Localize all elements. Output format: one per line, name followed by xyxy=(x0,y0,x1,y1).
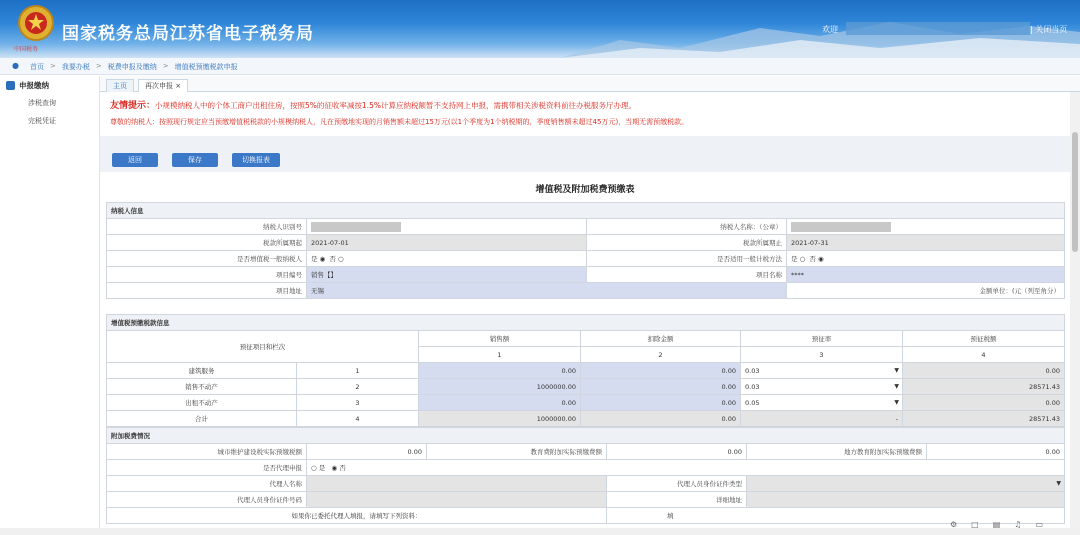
general-method-label: 是否适用一般计税方法 xyxy=(587,251,787,267)
period-start-value: 2021-07-01 xyxy=(307,235,587,251)
agent-no-label: 否 xyxy=(339,464,346,472)
user-name-box xyxy=(846,22,1030,35)
prepay-tax-table xyxy=(106,314,1065,427)
col-number: 2 xyxy=(581,347,741,363)
project-no-value[interactable]: 销售【】 xyxy=(307,267,587,283)
agent-footer-right: 填 xyxy=(607,508,1065,524)
logo-caption: 中国税务 xyxy=(14,46,39,53)
dropdown-arrow-icon: ▼ xyxy=(1056,480,1061,487)
agent-id-label: 代理人员身份证件号码 xyxy=(107,492,307,508)
table-row xyxy=(107,379,1065,395)
scrollbar-thumb[interactable] xyxy=(1072,132,1078,252)
method-no-label: 否 xyxy=(809,255,816,263)
general-taxpayer-label: 是否增值税一般纳税人 xyxy=(107,251,307,267)
dropdown-arrow-icon: ▼ xyxy=(894,399,899,406)
rate-select[interactable] xyxy=(741,363,903,379)
col-item-header: 预征项目和栏次 xyxy=(107,331,419,363)
project-name-value[interactable]: **** xyxy=(787,267,1065,283)
breadcrumb-separator: > xyxy=(162,62,169,70)
total-rate: - xyxy=(741,411,903,427)
breadcrumb-declaration[interactable]: 税费申报及缴纳 xyxy=(107,63,157,71)
local-edu-fee-value: 0.00 xyxy=(927,444,1065,460)
row-name: 合计 xyxy=(107,411,297,427)
row-name: 建筑服务 xyxy=(107,363,297,379)
agent-declare-label: 是否代理申报 xyxy=(107,460,307,476)
rate-value: 0.05 xyxy=(745,398,760,407)
general-no-label: 否 xyxy=(329,255,336,263)
general-yes-radio[interactable]: ◉ xyxy=(319,255,326,263)
method-no-radio[interactable]: ◉ xyxy=(817,255,824,263)
close-page-link[interactable]: | 关闭当页 xyxy=(1030,25,1068,34)
agent-id-type-select[interactable] xyxy=(747,476,1065,492)
agent-name-label: 代理人名称 xyxy=(107,476,307,492)
tab-bar xyxy=(100,76,1080,92)
location-pin-icon: ● xyxy=(12,61,19,70)
agent-id-type-label: 代理人员身份证件类型 xyxy=(607,476,747,492)
breadcrumb-current[interactable]: 增值税预缴税款申报 xyxy=(174,63,238,71)
sidebar-title: 申报缴纳 xyxy=(19,81,49,90)
method-yes-label: 是 xyxy=(791,255,798,263)
tax-value: 0.00 xyxy=(903,395,1065,411)
project-addr-value[interactable]: 无锡 xyxy=(307,283,787,299)
breadcrumb-bar xyxy=(0,58,1080,75)
notice-text-2: 尊敬的纳税人：按照现行规定应当预缴增值税税款的小规模纳税人，凡在预缴地实现的月销售额未超过15万元(以1个季度为1个纳税期的，季度销售额未超过45万元)，当期无需预缴税款。 xyxy=(110,118,689,126)
sales-input[interactable]: 0.00 xyxy=(419,363,581,379)
rate-value: 0.03 xyxy=(745,382,760,391)
notice-text-1: 小规模纳税人中的个体工商户出租住房，按照5%的征收率减按1.5%计算应纳税额暂不支持网上申报，需携带相关涉税资料前往办税服务厅办理。 xyxy=(155,101,636,110)
tab-home[interactable]: 主页 xyxy=(106,79,134,92)
sidebar xyxy=(0,76,100,535)
settings-icon[interactable]: ⚙ xyxy=(950,520,958,529)
section-surtax: 附加税费情况 xyxy=(107,428,1065,444)
row-number: 4 xyxy=(297,411,419,427)
document-icon[interactable]: ▤ xyxy=(992,520,1001,529)
table-row xyxy=(107,363,1065,379)
site-title: 国家税务总局江苏省电子税务局 xyxy=(62,24,314,44)
period-end-value: 2021-07-31 xyxy=(787,235,1065,251)
rate-select[interactable] xyxy=(741,379,903,395)
rate-value: 0.03 xyxy=(745,366,760,375)
sidebar-item-tax-query[interactable]: 涉税查询 xyxy=(28,99,56,107)
sidebar-item-tax-receipt[interactable]: 完税凭证 xyxy=(28,117,56,125)
breadcrumb-separator: > xyxy=(50,62,56,70)
general-method-radios xyxy=(787,251,1065,267)
status-bar xyxy=(0,528,1080,535)
period-end-label: 税款所属期止 xyxy=(587,235,787,251)
row-number: 3 xyxy=(297,395,419,411)
sales-input[interactable]: 0.00 xyxy=(419,395,581,411)
city-tax-value: 0.00 xyxy=(307,444,427,460)
tax-value: 0.00 xyxy=(903,363,1065,379)
folder-icon xyxy=(6,81,15,90)
back-button[interactable]: 返回 xyxy=(112,153,158,167)
tax-value: 28571.43 xyxy=(903,379,1065,395)
system-tray xyxy=(950,520,1043,529)
window-icon[interactable]: □ xyxy=(971,520,979,529)
notice-label: 友情提示： xyxy=(110,101,156,111)
breadcrumb-tax-handling[interactable]: 我要办税 xyxy=(61,63,90,71)
deduct-input[interactable]: 0.00 xyxy=(581,379,741,395)
notice-panel xyxy=(100,92,1070,134)
dropdown-arrow-icon: ▼ xyxy=(894,383,899,390)
address-label: 详细地址 xyxy=(607,492,747,508)
tax-emblem-icon xyxy=(16,4,56,46)
speaker-icon[interactable]: ♫ xyxy=(1014,520,1022,529)
section-taxpayer-info: 纳税人信息 xyxy=(107,203,1065,219)
deduct-input[interactable]: 0.00 xyxy=(581,363,741,379)
agent-name-field[interactable] xyxy=(307,476,607,492)
total-deduct: 0.00 xyxy=(581,411,741,427)
breadcrumb-separator: > xyxy=(95,62,102,70)
section-prepay-info: 增值税预缴税款信息 xyxy=(107,315,1065,331)
row-name: 出租不动产 xyxy=(107,395,297,411)
col-deduct-header: 扣除金额 xyxy=(581,331,741,347)
sales-input[interactable]: 1000000.00 xyxy=(419,379,581,395)
taxpayer-info-table xyxy=(106,202,1065,299)
site-header xyxy=(0,0,1080,58)
breadcrumb xyxy=(30,62,238,72)
tab-redeclare[interactable]: 再次申报 × xyxy=(138,79,188,92)
col-number: 1 xyxy=(419,347,581,363)
breadcrumb-home[interactable]: 首页 xyxy=(30,63,44,71)
general-no-radio[interactable]: ○ xyxy=(337,255,344,263)
row-number: 2 xyxy=(297,379,419,395)
table-row-total xyxy=(107,411,1065,427)
main-content xyxy=(100,92,1070,528)
period-start-label: 税款所属期起 xyxy=(107,235,307,251)
edu-fee-value: 0.00 xyxy=(607,444,747,460)
taxpayer-name-label: 纳税人名称：（公章） xyxy=(587,219,787,235)
switch-report-button[interactable]: 切换报表 xyxy=(232,153,280,167)
agent-yes-radio[interactable]: ○ xyxy=(311,464,317,472)
total-sales: 1000000.00 xyxy=(419,411,581,427)
col-sales-header: 销售额 xyxy=(419,331,581,347)
col-number: 3 xyxy=(741,347,903,363)
general-yes-label: 是 xyxy=(311,255,318,263)
col-rate-header: 预征率 xyxy=(741,331,903,347)
deduct-input[interactable]: 0.00 xyxy=(581,395,741,411)
taxpayer-id-label: 纳税人识别号 xyxy=(107,219,307,235)
display-icon[interactable]: ▭ xyxy=(1035,520,1044,529)
dropdown-arrow-icon: ▼ xyxy=(894,367,899,374)
project-addr-label: 项目地址 xyxy=(107,283,307,299)
agent-no-radio[interactable]: ◉ xyxy=(331,464,338,472)
project-no-label: 项目编号 xyxy=(107,267,307,283)
method-yes-radio[interactable]: ○ xyxy=(799,255,806,263)
col-number: 4 xyxy=(903,347,1065,363)
surtax-table xyxy=(106,427,1065,524)
city-tax-label: 城市维护建设税实际预缴税额 xyxy=(107,444,307,460)
vertical-scrollbar[interactable] xyxy=(1070,92,1080,528)
taxpayer-name-field xyxy=(787,219,1065,235)
welcome-text: 欢迎 xyxy=(822,25,838,34)
general-taxpayer-radios xyxy=(307,251,587,267)
rate-select[interactable] xyxy=(741,395,903,411)
project-name-label: 项目名称 xyxy=(587,267,787,283)
save-button[interactable]: 保存 xyxy=(172,153,218,167)
total-tax: 28571.43 xyxy=(903,411,1065,427)
edu-fee-label: 教育费附加实际预缴费额 xyxy=(427,444,607,460)
local-edu-fee-label: 地方教育附加实际预缴费额 xyxy=(747,444,927,460)
table-row xyxy=(107,395,1065,411)
row-number: 1 xyxy=(297,363,419,379)
agent-yes-label: 是 xyxy=(318,464,326,472)
amount-unit-label: 金额单位：(元（列至角分） xyxy=(787,283,1065,299)
action-bar xyxy=(100,136,1070,172)
notice-line-1 xyxy=(110,98,636,111)
taxpayer-id-field xyxy=(307,219,587,235)
sidebar-section-declaration[interactable] xyxy=(6,80,49,91)
col-tax-header: 预征税额 xyxy=(903,331,1065,347)
form-title: 增值税及附加税费预缴表 xyxy=(535,185,635,195)
agent-declare-radios xyxy=(307,460,1065,476)
agent-footer-note: 如果你已委托代理人填报，请填写下列资料： xyxy=(107,508,607,524)
address-field[interactable] xyxy=(747,492,1065,508)
agent-id-field[interactable] xyxy=(307,492,607,508)
row-name: 销售不动产 xyxy=(107,379,297,395)
